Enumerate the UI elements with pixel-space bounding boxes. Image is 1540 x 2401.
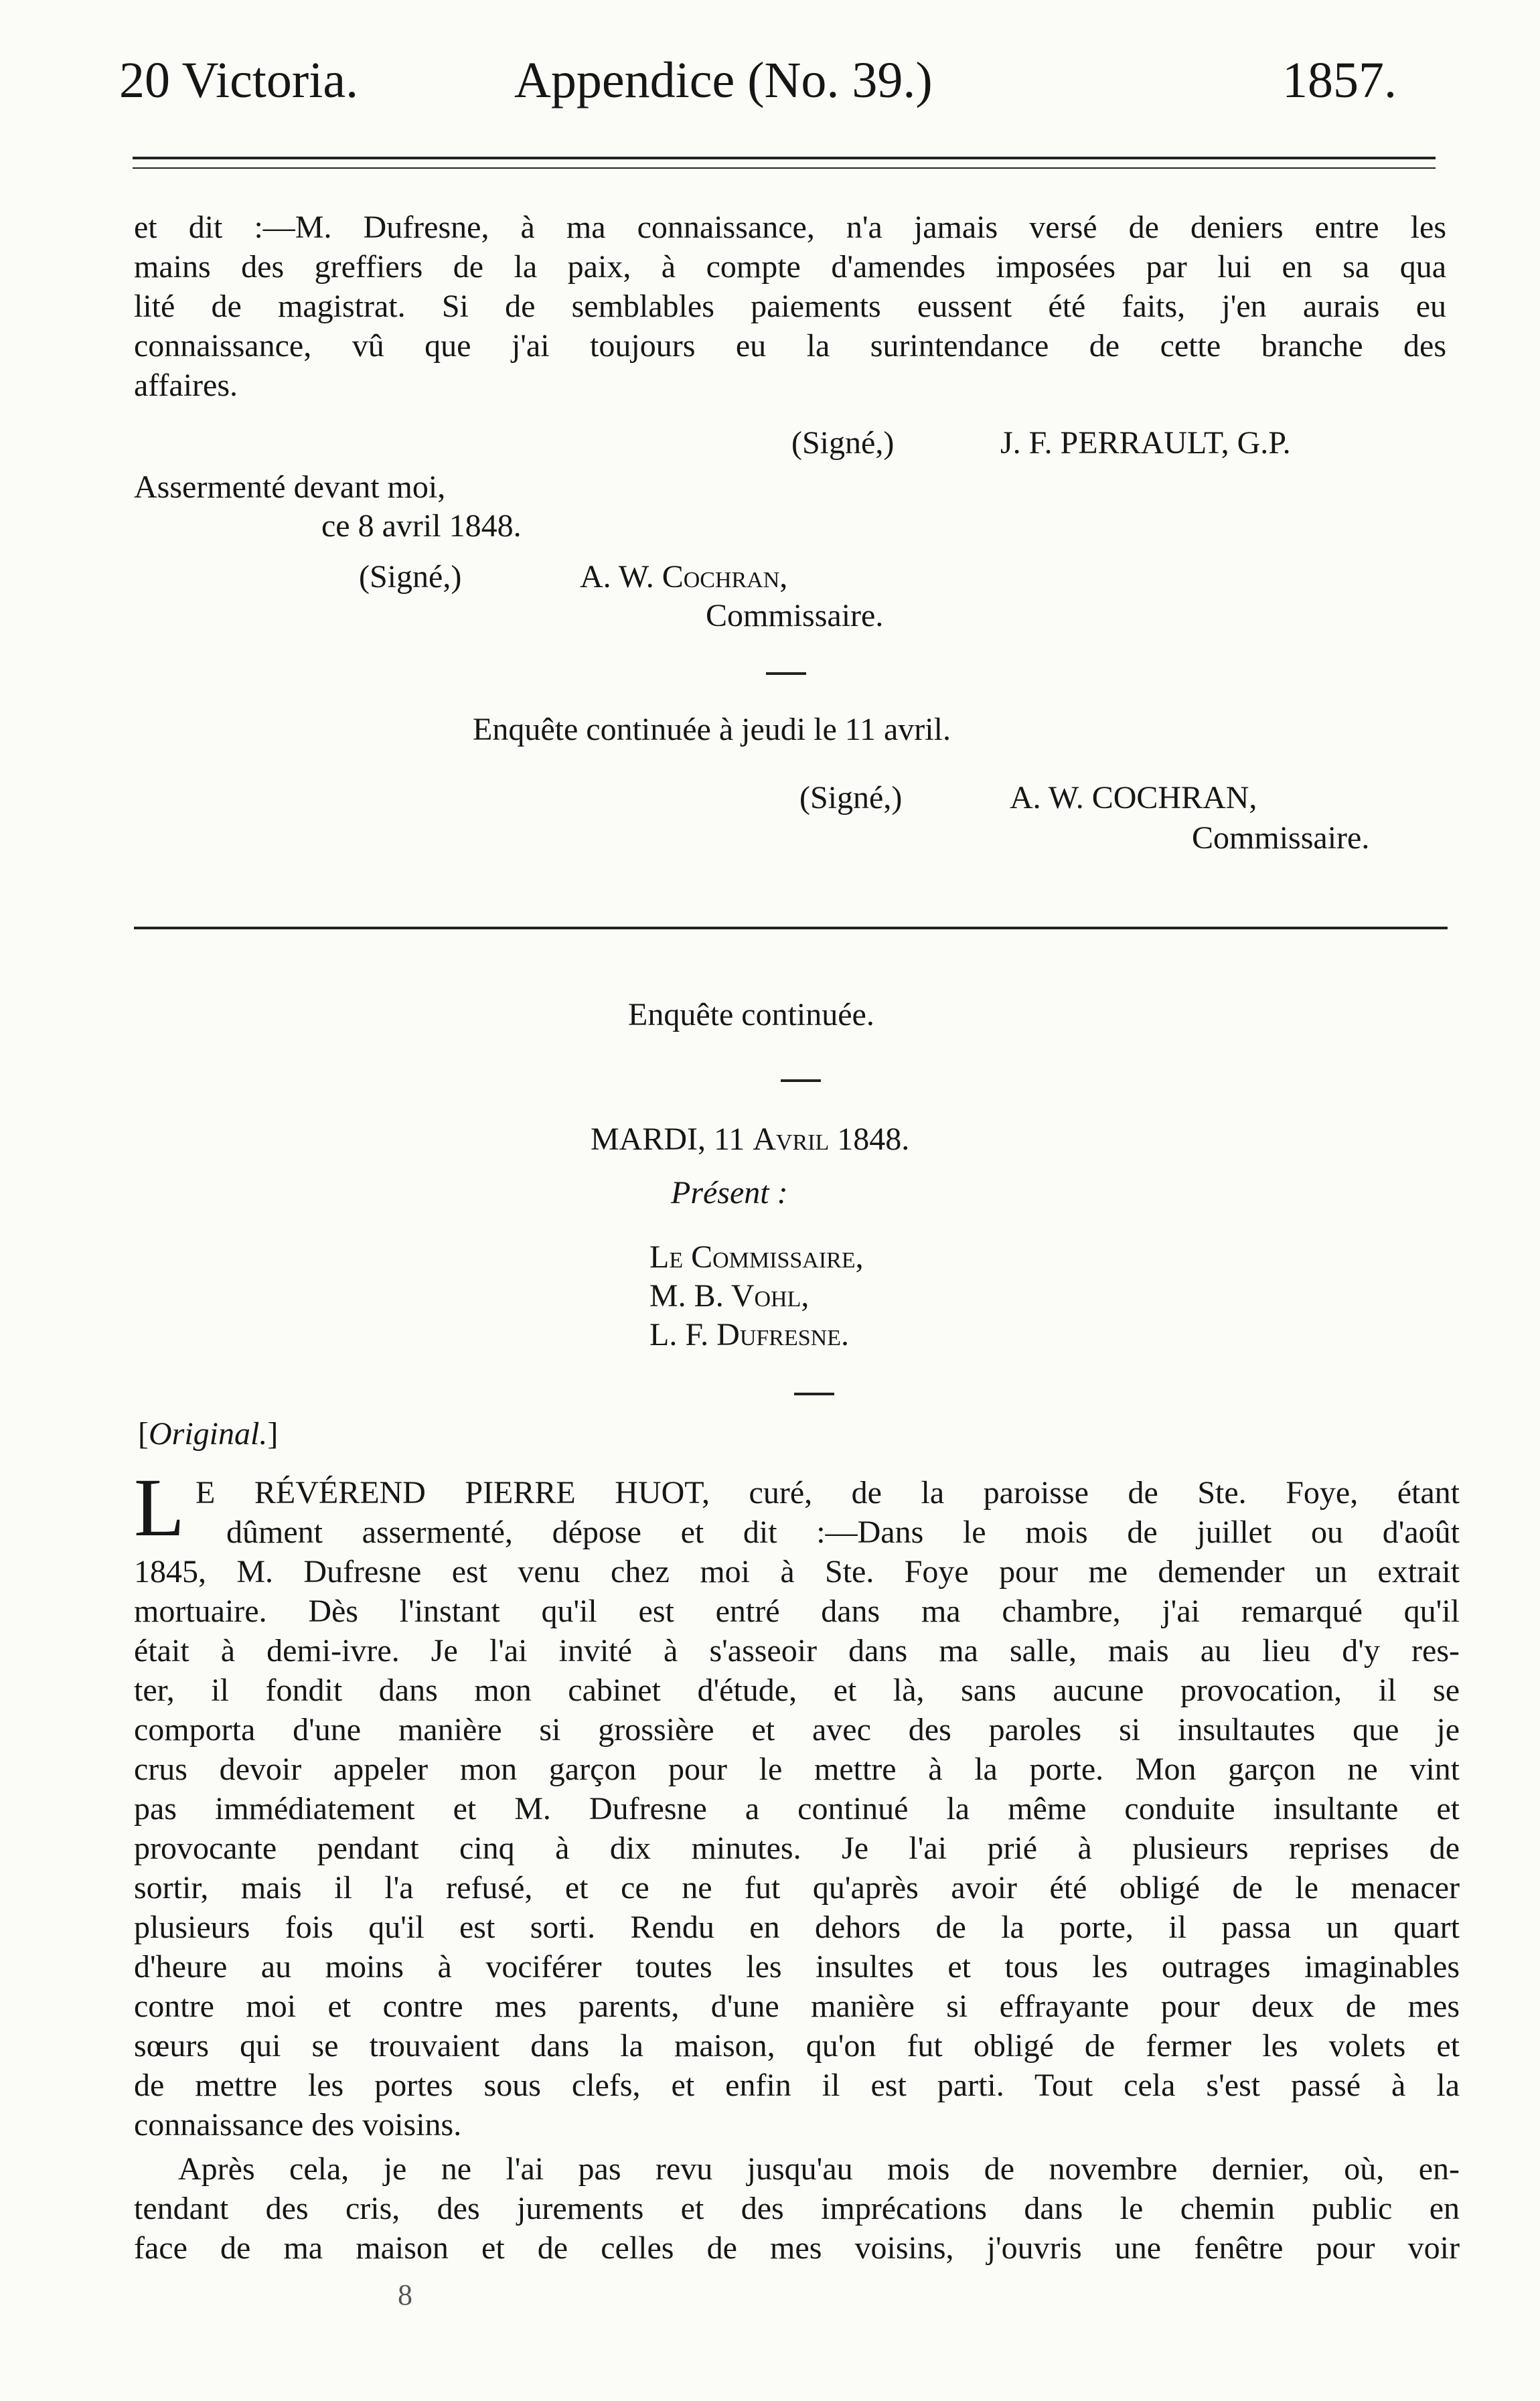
- testimony-second-line: [226, 1513, 1460, 1552]
- deposition-end-paragraph: [134, 208, 1446, 405]
- text-line: était à demi-ivre. Je l'ai invité à s'asseoir dans ma salle, mais au lieu d'y res-: [134, 1633, 1460, 1669]
- header-year: 1857.: [1282, 52, 1397, 108]
- adjournment-text: Enquête continuée à jeudi le 11 avril.: [473, 712, 951, 747]
- signe-label: (Signé,): [359, 559, 462, 595]
- session-date-month: Avril: [753, 1121, 830, 1157]
- header-regnal-year: 20 Victoria.: [119, 52, 359, 108]
- original-label: [Original.]: [138, 1416, 279, 1452]
- text-line: ter, il fondit dans mon cabinet d'étude, et là, sans aucune provocation, il se: [134, 1673, 1460, 1708]
- signe-label: (Signé,): [799, 780, 903, 816]
- text-line: d'heure au moins à vociférer toutes les insultes et tous les outrages imaginables: [134, 1949, 1460, 1985]
- drop-cap: L: [134, 1462, 185, 1553]
- testimony-first-lines: [196, 1473, 1460, 1513]
- commissioner-title: Commissaire.: [1192, 820, 1370, 856]
- text-line: face de ma maison et de celles de mes voisins, j'ouvris une fenêtre pour voir: [134, 2230, 1460, 2266]
- header-rule-thick: [133, 157, 1436, 159]
- text-line: plusieurs fois qu'il est sorti. Rendu en dehors de la porte, il passa un quart: [134, 1910, 1460, 1945]
- header-appendix-number: Appendice (No. 39.): [514, 52, 933, 108]
- section-rule: [134, 927, 1448, 929]
- text-line: 1845, M. Dufresne est venu chez moi à Ste. Foye pour me demender un extrait: [134, 1554, 1460, 1590]
- original-label-text: Original.: [148, 1416, 268, 1452]
- session-heading: Enquête continuée.: [628, 997, 874, 1032]
- signature-mark: 8: [398, 2278, 412, 2311]
- testimony-paragraph-2: [134, 2149, 1460, 2268]
- text-line: tendant des cris, des jurements et des imprécations dans le chemin public en: [134, 2191, 1460, 2226]
- separator-dash: [766, 672, 806, 675]
- text-line: Après cela, je ne l'ai pas revu jusqu'au mois de novembre dernier, où, en-: [178, 2151, 1460, 2187]
- text-line: contre moi et contre mes parents, d'une manière si effrayante pour deux de mes: [134, 1989, 1460, 2024]
- text-line: provocante pendant cinq à dix minutes. Je l'ai prié à plusieurs reprises de: [134, 1831, 1460, 1866]
- text-line: affaires.: [134, 368, 238, 403]
- text-line: connaissance, vû que j'ai toujours eu la surintendance de cette branche des: [134, 328, 1446, 364]
- text-line: comporta d'une manière si grossière et avec des paroles si insultautes que je: [134, 1712, 1460, 1748]
- present-label: Présent :: [671, 1175, 788, 1211]
- present-member: Le Commissaire,: [649, 1239, 864, 1275]
- commissioner-name: A. W. Cochran,: [580, 559, 788, 595]
- text-line: E RÉVÉREND PIERRE HUOT, curé, de la paroisse de Ste. Foye, étant: [196, 1475, 1460, 1511]
- sworn-before-line: Assermenté devant moi,: [134, 469, 446, 505]
- signe-label: (Signé,): [791, 425, 895, 461]
- text-line: lité de magistrat. Si de semblables paiements eussent été faits, j'en aurais eu: [134, 289, 1446, 324]
- sworn-date-line: ce 8 avril 1848.: [321, 508, 522, 544]
- testimony-paragraph-1: [134, 1552, 1460, 2145]
- text-line: de mettre les portes sous clefs, et enfin il est parti. Tout cela s'est passé à la: [134, 2068, 1460, 2103]
- text-line: sœurs qui se trouvaient dans la maison, qu'on fut obligé de fermer les volets et: [134, 2028, 1460, 2064]
- text-line: dûment assermenté, dépose et dit :—Dans le mois de juillet ou d'août: [226, 1515, 1460, 1550]
- session-date: [591, 1121, 910, 1157]
- text-line: sortir, mais il l'a refusé, et ce ne fut qu'après avoir été obligé de le menacer: [134, 1870, 1460, 1906]
- session-date-year: 1848.: [829, 1121, 910, 1157]
- text-line: mains des greffiers de la paix, à compte d'amendes imposées par lui en sa qua: [134, 249, 1446, 285]
- separator-dash: [781, 1079, 821, 1082]
- commissioner-name: A. W. COCHRAN,: [1010, 780, 1257, 816]
- text-line: et dit :—M. Dufresne, à ma connaissance, n'a jamais versé de deniers entre les: [134, 210, 1446, 245]
- commissioner-title: Commissaire.: [706, 598, 884, 633]
- text-line: mortuaire. Dès l'instant qu'il est entré dans ma chambre, j'ai remarqué qu'il: [134, 1594, 1460, 1629]
- header-rule-thin: [133, 167, 1436, 169]
- separator-dash: [794, 1393, 834, 1395]
- session-date-day: MARDI, 11: [591, 1121, 753, 1157]
- text-line: pas immédiatement et M. Dufresne a continué la même conduite insultante et: [134, 1791, 1460, 1827]
- text-line: crus devoir appeler mon garçon pour le mettre à la porte. Mon garçon ne vint: [134, 1752, 1460, 1787]
- signer-name: J. F. PERRAULT, G.P.: [1000, 425, 1291, 461]
- present-member: L. F. Dufresne.: [649, 1317, 849, 1352]
- text-line: connaissance des voisins.: [134, 2107, 462, 2143]
- present-member: M. B. Vohl,: [649, 1278, 810, 1314]
